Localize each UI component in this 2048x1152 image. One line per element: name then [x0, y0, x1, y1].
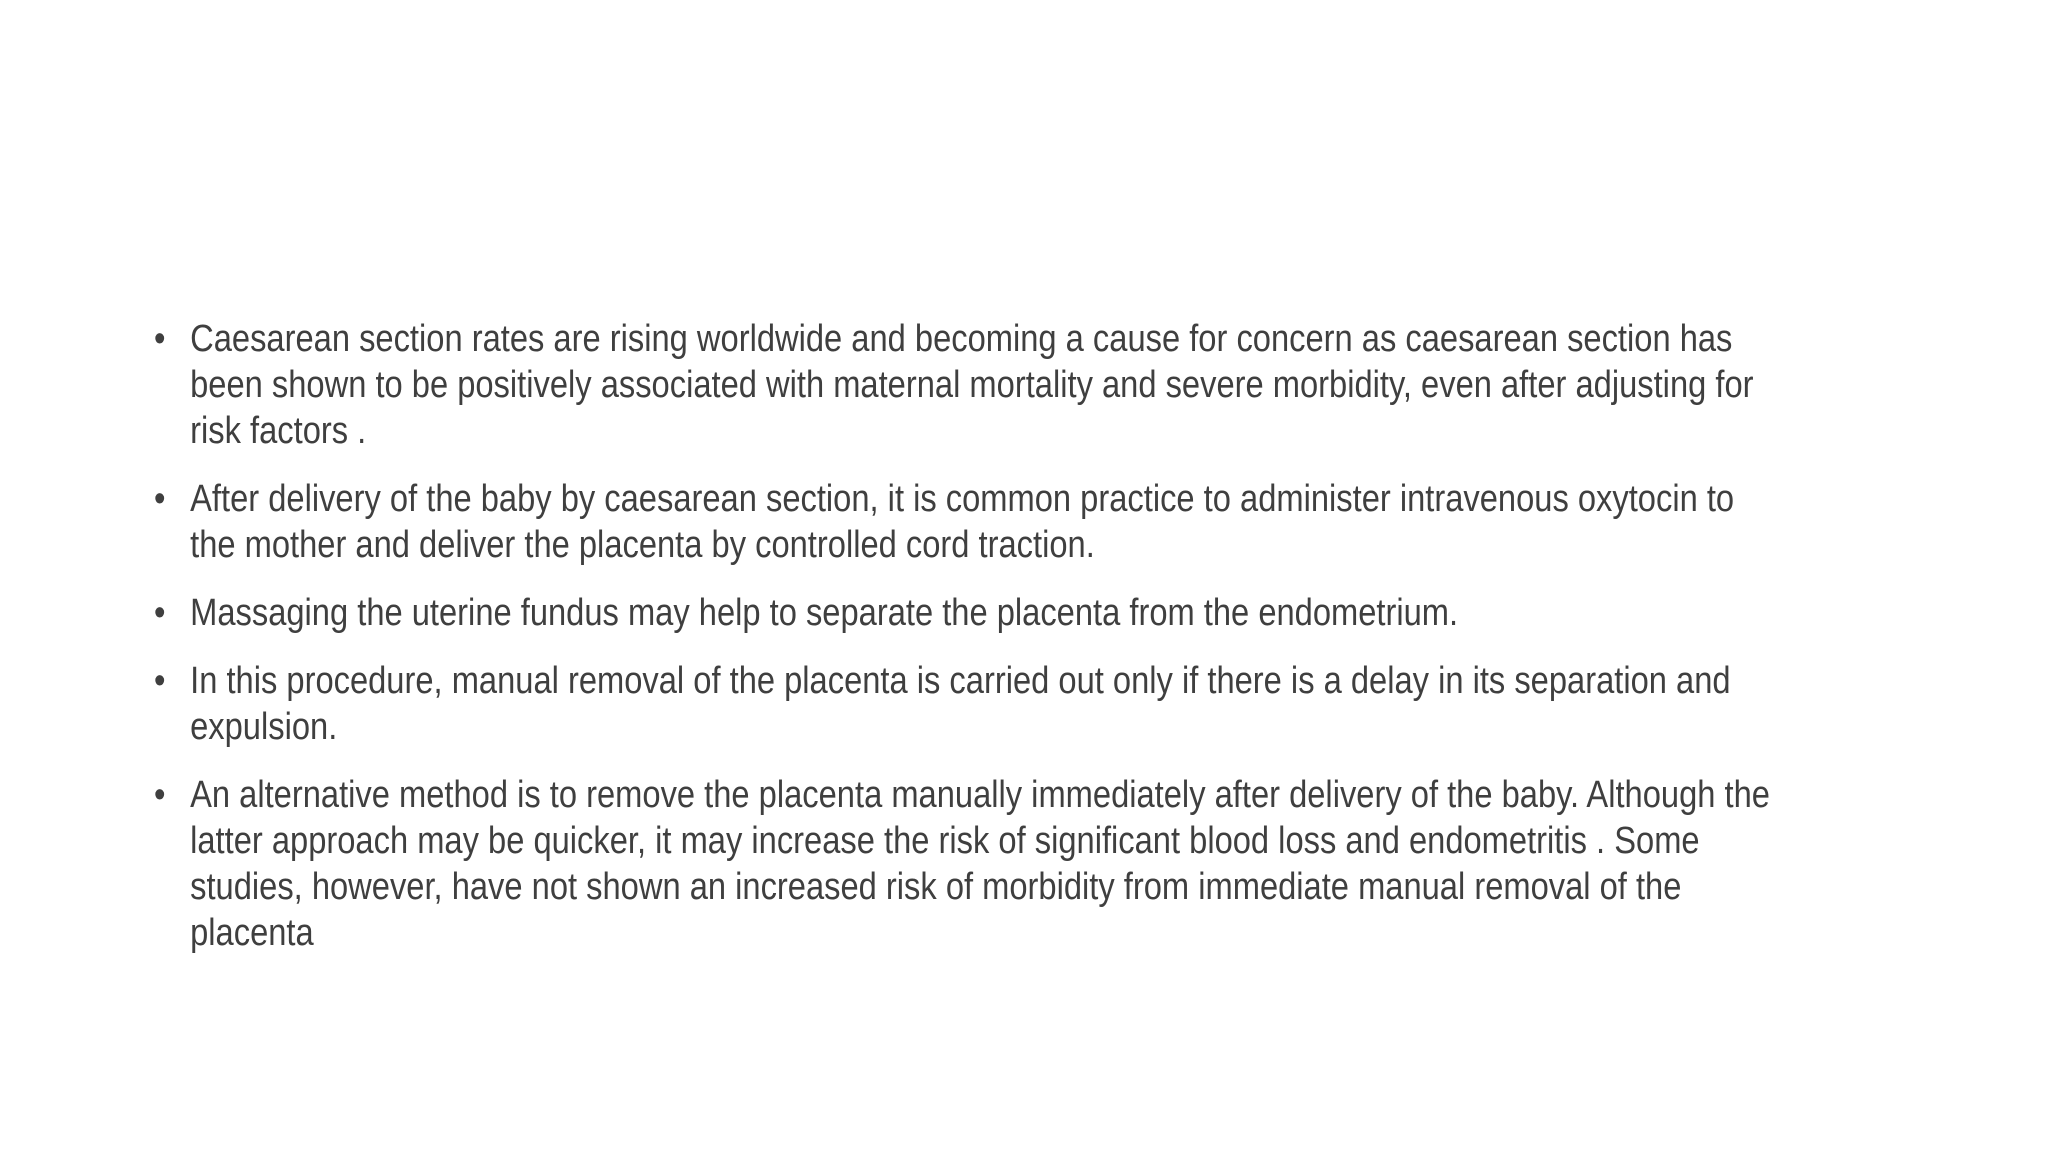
- bullet-icon: •: [154, 478, 166, 520]
- bullet-list: [154, 316, 1914, 956]
- bullet-icon: •: [154, 592, 166, 634]
- bullet-text-line: In this procedure, manual removal of the placenta is carried out only if there is a delay in its separation and: [190, 660, 1731, 702]
- bullet-icon: •: [154, 774, 166, 816]
- bullet-item-3: [154, 590, 1910, 636]
- bullet-item-1: [154, 316, 1910, 454]
- bullet-text-line: latter approach may be quicker, it may increase the risk of significant blood loss and endometritis . Some: [190, 820, 1700, 862]
- bullet-text-line: expulsion.: [190, 706, 338, 748]
- bullet-text-line: Caesarean section rates are rising worldwide and becoming a cause for concern as caesarean section has: [190, 318, 1733, 360]
- bullet-text-line: placenta: [190, 912, 314, 954]
- slide-content: [154, 316, 1914, 978]
- bullet-item-5: [154, 772, 1910, 956]
- bullet-text-line: After delivery of the baby by caesarean section, it is common practice to administer intravenous oxytocin to: [190, 478, 1735, 520]
- bullet-text-line: An alternative method is to remove the placenta manually immediately after delivery of the baby. Although the: [190, 774, 1770, 816]
- bullet-icon: •: [154, 660, 166, 702]
- bullet-text-line: studies, however, have not shown an increased risk of morbidity from immediate manual removal of the: [190, 866, 1682, 908]
- bullet-text-line: the mother and deliver the placenta by controlled cord traction.: [190, 524, 1095, 566]
- bullet-icon: •: [154, 318, 166, 360]
- bullet-item-4: [154, 658, 1910, 750]
- bullet-text-line: risk factors .: [190, 410, 367, 452]
- bullet-item-2: [154, 476, 1910, 568]
- bullet-text-line: been shown to be positively associated with maternal mortality and severe morbidity, even after adjusting for: [190, 364, 1754, 406]
- bullet-text-line: Massaging the uterine fundus may help to separate the placenta from the endometrium.: [190, 592, 1459, 634]
